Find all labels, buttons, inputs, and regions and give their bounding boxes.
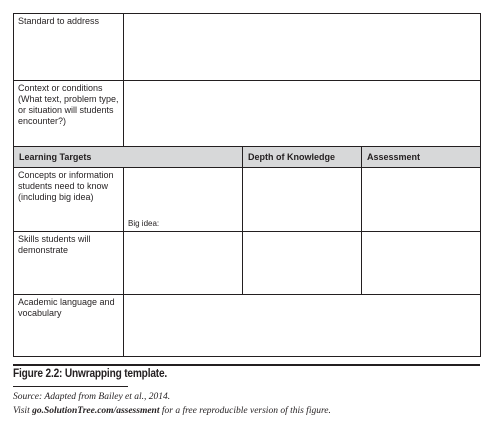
- skills-dok-cell: [243, 232, 362, 295]
- standard-label: Standard to address: [14, 14, 124, 81]
- source-note: Source: Adapted from Bailey et al., 2014.: [13, 392, 171, 402]
- header-depth-of-knowledge: Depth of Knowledge: [243, 147, 362, 168]
- visit-link[interactable]: go.SolutionTree.com/assessment: [32, 406, 160, 416]
- header-learning-targets: Learning Targets: [14, 147, 243, 168]
- concepts-assessment-cell: [362, 168, 481, 232]
- concepts-entry-cell: [124, 168, 243, 232]
- academic-row: [14, 295, 481, 357]
- caption-rule: [13, 364, 480, 366]
- source-rule: [13, 386, 128, 387]
- visit-prefix: Visit: [13, 406, 33, 416]
- concepts-row: [14, 168, 481, 232]
- concepts-dok-cell: [243, 168, 362, 232]
- header-assessment: Assessment: [362, 147, 481, 168]
- header-row: [14, 147, 481, 168]
- context-row: [14, 81, 481, 147]
- visit-suffix: for a free reproducible version of this figure.: [159, 406, 331, 416]
- skills-entry-cell: [124, 232, 243, 295]
- skills-row: [14, 232, 481, 295]
- concepts-label: Concepts or information students need to know (including big idea): [14, 168, 124, 232]
- skills-assessment-cell: [362, 232, 481, 295]
- standard-row: [14, 14, 481, 81]
- unwrapping-template-table: [13, 13, 481, 357]
- visit-note: [13, 406, 331, 416]
- academic-entry-cell: [124, 295, 481, 357]
- context-label: Context or conditions (What text, problem type, or situation will students encounter?): [14, 81, 124, 147]
- standard-entry-cell: [124, 14, 481, 81]
- big-idea-label: Big idea:: [128, 219, 160, 228]
- figure-caption: Figure 2.2: Unwrapping template.: [13, 368, 168, 380]
- skills-label: Skills students will demonstrate: [14, 232, 124, 295]
- academic-label: Academic language and vocabulary: [14, 295, 124, 357]
- context-entry-cell: [124, 81, 481, 147]
